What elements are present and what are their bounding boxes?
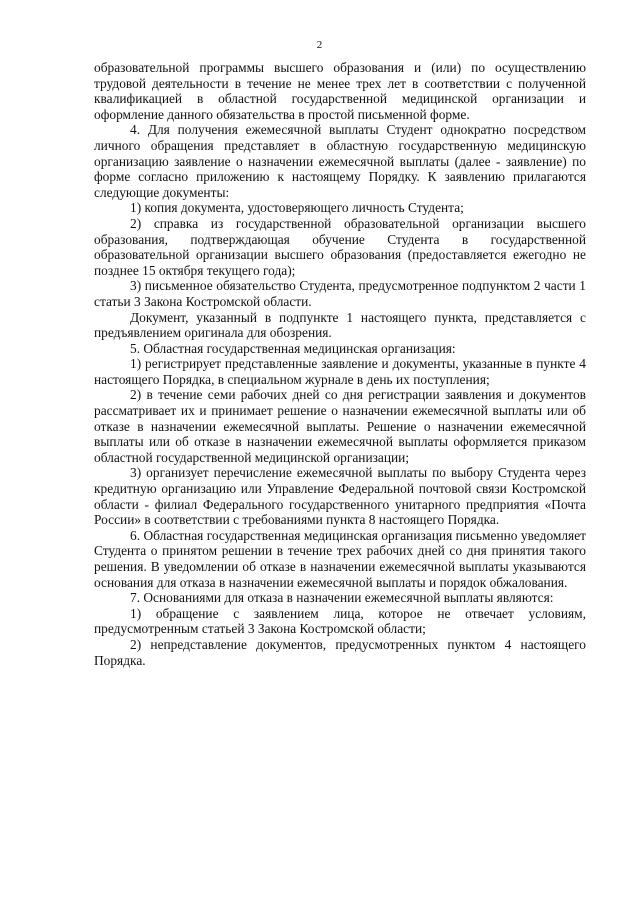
paragraph-item-5-3: 3) организует перечисление ежемесячной выплаты по выбору Студента через кредитную организацию или Управление Федеральной почтовой связи Костромской области - филиал Федерального государственного унитарного предприятия «Почта России» в соответствии с требованиями пункта 8 настоящего Порядка. bbox=[94, 465, 586, 528]
page-number: 2 bbox=[316, 39, 323, 51]
paragraph-item-4-2: 2) справка из государственной образовательной организации высшего образования, подтверждающая обучение Студента в государственной образовательной организации высшего образования (предоставляется ежегодно не позднее 15 октября текущего года); bbox=[94, 215, 586, 278]
paragraph-item-5-2: 2) в течение семи рабочих дней со дня регистрации заявления и документов рассматривает их и принимает решение о назначении ежемесячной выплаты или об отказе в назначении ежемесячной выплаты. Решение о назначении ежемесячной выплаты или об отказе в назначении ежемесячной выплаты оформляется приказом областной государственной медицинской организации; bbox=[94, 387, 586, 465]
paragraph-item-6: 6. Областная государственная медицинская организация письменно уведомляет Студента о принятом решении в течение трех рабочих дней со дня принятия такого решения. В уведомлении об отказе в назначении ежемесячной выплаты указываются основания для отказа в назначении ежемесячной выплаты и порядок обжалования. bbox=[94, 527, 586, 590]
paragraph-item-5-1: 1) регистрирует представленные заявление и документы, указанные в пункте 4 настоящего Порядка, в специальном журнале в день их поступления; bbox=[94, 356, 586, 387]
paragraph-item-7-2: 2) непредставление документов, предусмотренных пунктом 4 настоящего Порядка. bbox=[94, 636, 586, 668]
paragraph-item-7: 7. Основаниями для отказа в назначении ежемесячной выплаты являются: bbox=[130, 590, 554, 606]
paragraph-item-4-3: 3) письменное обязательство Студента, предусмотренное подпунктом 2 части 1 статьи 3 Закона Костромской области. bbox=[94, 278, 586, 309]
paragraph-continuation: образовательной программы высшего образования и (или) по осуществлению трудовой деятельности в течение не менее трех лет в соответствии с полученной квалификацией в областной государственной медицинской организации и оформление данного обязательства в простой письменной форме. bbox=[94, 60, 586, 122]
document-body bbox=[94, 60, 586, 668]
paragraph-item-5: 5. Областная государственная медицинская организация: bbox=[130, 340, 456, 356]
paragraph-item-4-1: 1) копия документа, удостоверяющего личность Студента; bbox=[130, 200, 464, 216]
paragraph-item-7-1: 1) обращение с заявлением лица, которое не отвечает условиям, предусмотренным статьей 3 Закона Костромской области; bbox=[94, 605, 586, 637]
paragraph-item-4-note: Документ, указанный в подпункте 1 настоящего пункта, представляется с предъявлением оригинала для обозрения. bbox=[94, 309, 586, 341]
paragraph-item-4: 4. Для получения ежемесячной выплаты Студент однократно посредством личного обращения представляет в областную государственную медицинскую организацию заявление о назначении ежемесячной выплаты (далее - заявление) по форме согласно приложению к настоящему Порядку. К заявлению прилагаются следующие документы: bbox=[94, 122, 586, 200]
